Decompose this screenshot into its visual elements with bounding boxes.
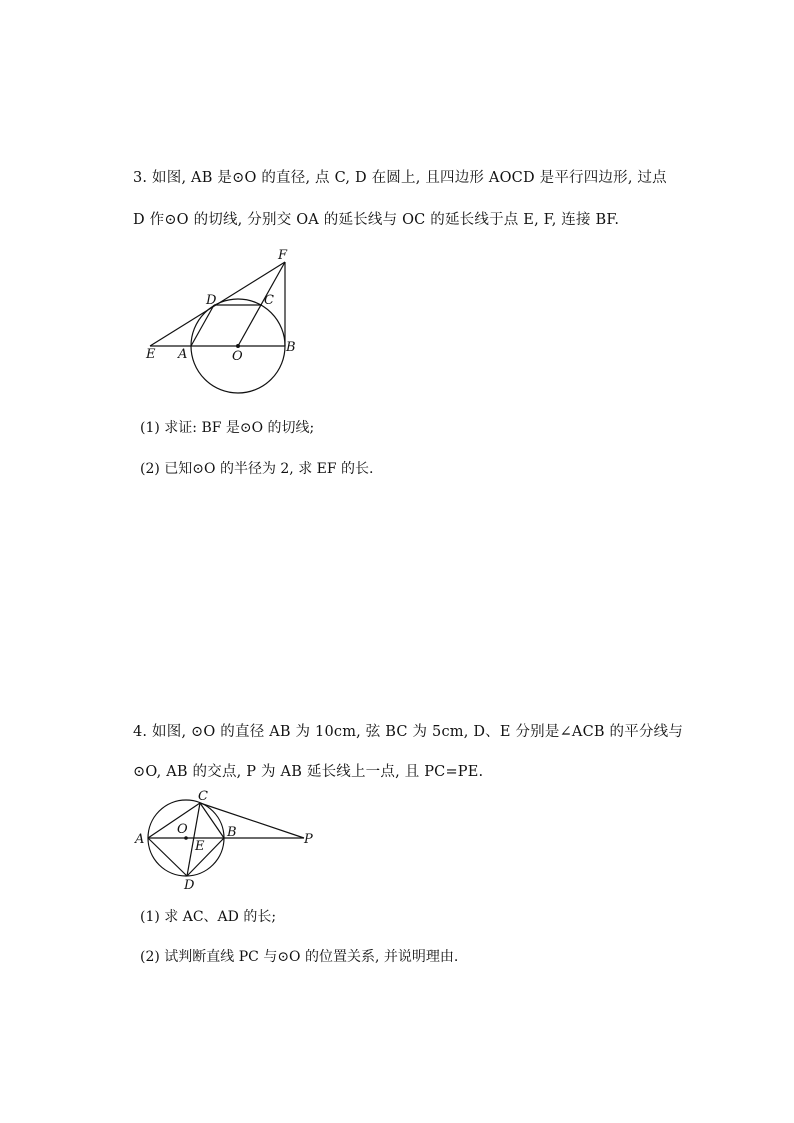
label-B: B <box>286 340 296 355</box>
label-D4: D <box>184 878 195 893</box>
label-F: F <box>278 248 288 263</box>
label-D: D <box>206 293 217 308</box>
label-O: O <box>232 349 243 364</box>
label-E: E <box>146 347 156 362</box>
problem4-question2: (2) 试判断直线 PC 与⊙O 的位置关系, 并说明理由. <box>140 949 459 965</box>
label-C: C <box>264 293 274 308</box>
label-B4: B <box>227 825 237 840</box>
label-C4: C <box>198 789 208 804</box>
problem4-text-line2: ⊙O, AB 的交点, P 为 AB 延长线上一点, 且 PC=PE. <box>133 764 484 780</box>
problem3-question1: (1) 求证: BF 是⊙O 的切线; <box>140 420 315 436</box>
label-P4: P <box>304 832 313 847</box>
problem3-text-line1: 3. 如图, AB 是⊙O 的直径, 点 C, D 在圆上, 且四边形 AOCD 是平行四边形, 过点 <box>133 170 667 186</box>
problem3-question2: (2) 已知⊙O 的半径为 2, 求 EF 的长. <box>140 461 374 477</box>
problem4-question1: (1) 求 AC、AD 的长; <box>140 909 277 925</box>
label-A4: A <box>135 832 145 847</box>
label-A: A <box>178 347 188 362</box>
problem3-text-line2: D 作⊙O 的切线, 分别交 OA 的延长线与 OC 的延长线于点 E, F, 连接 BF. <box>133 212 620 228</box>
label-E4: E <box>195 839 205 854</box>
label-O4: O <box>177 822 188 837</box>
problem4-text-line1: 4. 如图, ⊙O 的直径 AB 为 10cm, 弦 BC 为 5cm, D、E 分别是∠ACB 的平分线与 <box>133 724 684 740</box>
